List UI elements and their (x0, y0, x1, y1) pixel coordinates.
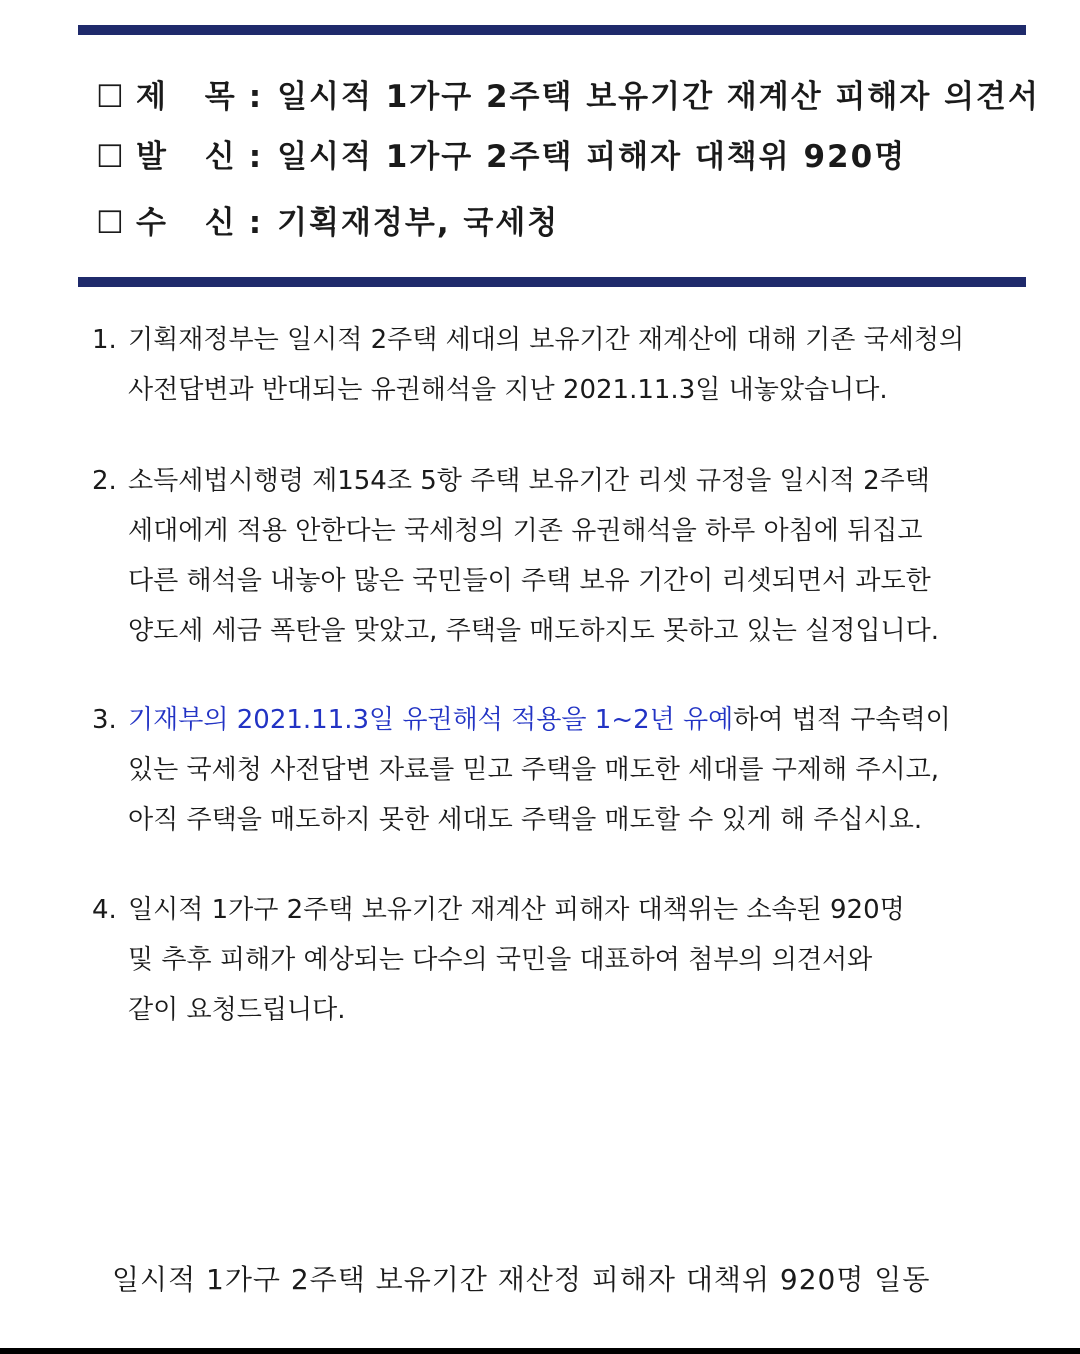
paragraph-line: 사전답변과 반대되는 유권해석을 지난 2021.11.3일 내놓았습니다. (128, 375, 888, 405)
subject-line: ☐ 제 목: 일시적 1가구 2주택 보유기간 재계산 피해자 의견서 (96, 79, 1040, 115)
recipient-line: ☐ 수 신: 기획재정부, 국세청 (96, 205, 560, 241)
sender-label: 발 신 (136, 139, 249, 175)
checkbox-icon: ☐ (96, 205, 126, 241)
top-rule (78, 25, 1026, 35)
paragraph-4 (92, 885, 1032, 1035)
paragraph-3 (92, 695, 1032, 845)
bottom-edge-bar (0, 1348, 1080, 1354)
subject-label: 제 목 (136, 79, 249, 115)
checkbox-icon: ☐ (96, 139, 126, 175)
paragraph-line: 같이 요청드립니다. (128, 995, 346, 1025)
paragraph-number: 2. (92, 466, 117, 496)
header-bottom-rule (78, 277, 1026, 287)
subject-text: 일시적 1가구 2주택 보유기간 재계산 피해자 의견서 (277, 79, 1040, 115)
paragraph-line: 있는 국세청 사전답변 자료를 믿고 주택을 매도한 세대를 구제해 주시고, (128, 755, 940, 785)
sender-line: ☐ 발 신: 일시적 1가구 2주택 피해자 대책위 920명 (96, 139, 907, 175)
recipient-text: 기획재정부, 국세청 (277, 205, 560, 241)
paragraph-number: 4. (92, 895, 117, 925)
paragraph-line-rest: 하여 법적 구속력이 (733, 705, 951, 735)
paragraph-line: 아직 주택을 매도하지 못한 세대도 주택을 매도할 수 있게 해 주십시요. (128, 805, 923, 835)
paragraph-1 (92, 315, 1032, 415)
highlighted-request: 기재부의 2021.11.3일 유권해석 적용을 1~2년 유예 (128, 705, 734, 735)
paragraph-line: 및 추후 피해가 예상되는 다수의 국민을 대표하여 첨부의 의견서와 (128, 945, 873, 975)
paragraph-line: 기획재정부는 일시적 2주택 세대의 보유기간 재계산에 대해 기존 국세청의 (128, 325, 965, 355)
paragraph-line: 소득세법시행령 제154조 5항 주택 보유기간 리셋 규정을 일시적 2주택 (128, 466, 930, 496)
paragraph-line: 다른 해석을 내놓아 많은 국민들이 주택 보유 기간이 리셋되면서 과도한 (128, 566, 931, 596)
recipient-label: 수 신 (136, 205, 249, 241)
sender-text: 일시적 1가구 2주택 피해자 대책위 920명 (277, 139, 907, 175)
paragraph-number: 3. (92, 705, 117, 735)
paragraph-line: 일시적 1가구 2주택 보유기간 재계산 피해자 대책위는 소속된 920명 (128, 895, 905, 925)
signature-footer: 일시적 1가구 2주택 보유기간 재산정 피해자 대책위 920명 일동 (112, 1263, 931, 1296)
paragraph-line: 양도세 세금 폭탄을 맞았고, 주택을 매도하지도 못하고 있는 실정입니다. (128, 616, 940, 646)
paragraph-2 (92, 456, 1032, 656)
paragraph-number: 1. (92, 325, 117, 355)
paragraph-line: 세대에게 적용 안한다는 국세청의 기존 유권해석을 하루 아침에 뒤집고 (128, 516, 923, 546)
checkbox-icon: ☐ (96, 79, 126, 115)
